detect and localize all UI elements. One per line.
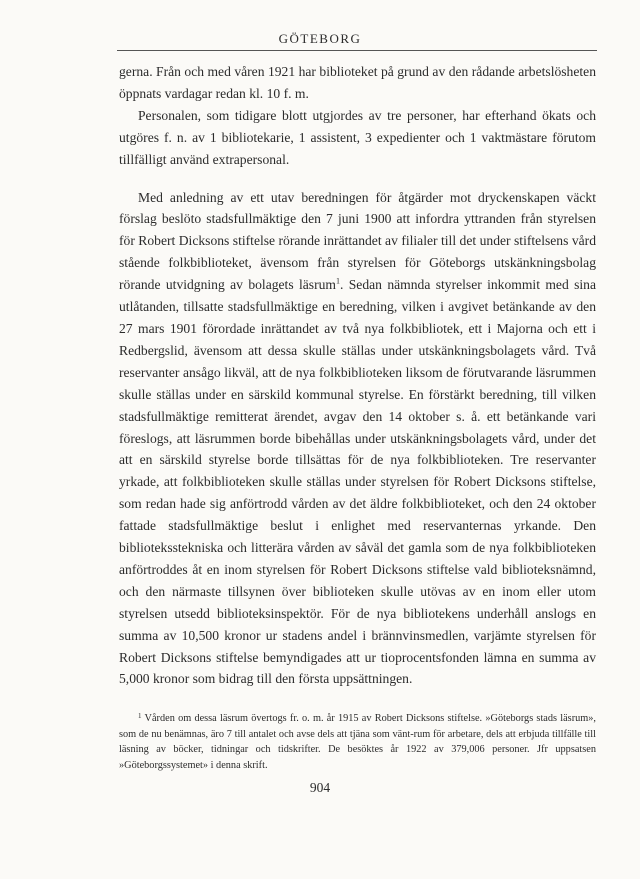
page-number: 904 [309,780,331,795]
paragraph-2: Personalen, som tidigare blott utgjordes av tre personer, har efterhand ökats och utgöres f. n. av 1 bibliotekarie, 1 assistent, 3 expedienter och 1 vaktmästare förutom tillfälligt använd extrapersonal. [119,107,596,167]
main-text [119,61,596,690]
footnote-marker: 1 [138,712,142,720]
paragraph-3-part-2: . Sedan nämnda styrelser inkommit med sina utlåtanden, tillsatte stadsfullmäktige en beredning, vilken i avgivet betänkande av den 27 mars 1901 förordade inrättandet av två nya folkbibliotek, ett i Majorna och ett i Redbergslid, ävensom att dessa skulle ställas under utskänkningsbolagets vård. Två reservanter ansågo likväl, att de nya folkbiblioteken liksom de förutvarande läsrummen skulle ställas under en särskild kommunal styrelse. En förstärkt beredning, till vilken stadsfullmäktige remitterat ärendet, avgav den 14 oktober s. å. ett betänkande vari föreslogs, att läsrummen borde bibehållas under utskänkningsbolagets vård, under det att en särskild styrelse borde tillsättas för de nya folkbiblioteken. Tre reservanter yrkade, att folkbiblioteken skulle ställas under styrelsen för Robert Dicksons stiftelse, som redan hade sig anförtrodd vården av det äldre folkbiblioteket, och den 24 oktober fattade stadsfullmäktige beslut i enlighet med reservanternas yrkande. Den biblioteksstekniska och litterära vården av såväl det gamla som de nya folkbiblioteken anförtroddes åt en inom styrelsen för Robert Dicksons stiftelse vald biblioteksnämnd, och den närmaste tillsynen över biblioteken skulle utövas av en inom eller utom styrelsen utsedd biblioteksinspektör. För de nya bibliotekens underhåll anslogs en summa av 10,500 kronor ur stadens andel i brännvinsmedlen, varjämte styrelsen för Robert Dicksons stiftelse bemyndigades att ur tioprocentsfonden lämna en summa av 5,000 kronor som bidrag till den första uppsättningen. [119,277,596,687]
paragraph-3-part-1: Med anledning av ett utav beredningen för åtgärder mot dryckenskapen väckt förslag beslöto stadsfullmäktige den 7 juni 1900 att infordra yttranden från styrelsen för Robert Dicksons stiftelse rörande inrättandet av filialer till det under stiftelsens vård stående folkbiblioteket, ävensom från styrelsen för Göteborgs utskänkningsbolag rörande utvidgning av bolagets läsrum [119,189,596,293]
footnote-paragraph [119,709,596,773]
section-gap [119,171,596,187]
footnote [119,709,596,773]
paragraph-3 [119,187,596,691]
paragraph-1: gerna. Från och med våren 1921 har biblioteket på grund av den rådande arbetslösheten öppnats vardagar redan kl. 10 f. m. [119,64,596,101]
footnote-text: Vården om dessa läsrum övertogs fr. o. m. år 1915 av Robert Dicksons stiftelse. »Göteborgs stads läsrum», som de nu benämnas, äro 7 till antalet och avse dels att tjäna som vänt-rum för arbetare, dels att erbjuda tillfälle till läsning av böcker, tidningar och tidskrifter. De besöktes år 1922 av 379,006 personer. Jfr uppsatsen »Göteborgssystemet» i denna skrift. [119,713,597,771]
footnote-reference: 1 [335,276,340,286]
running-head: GÖTEBORG [278,31,362,46]
header-rule [117,50,597,51]
